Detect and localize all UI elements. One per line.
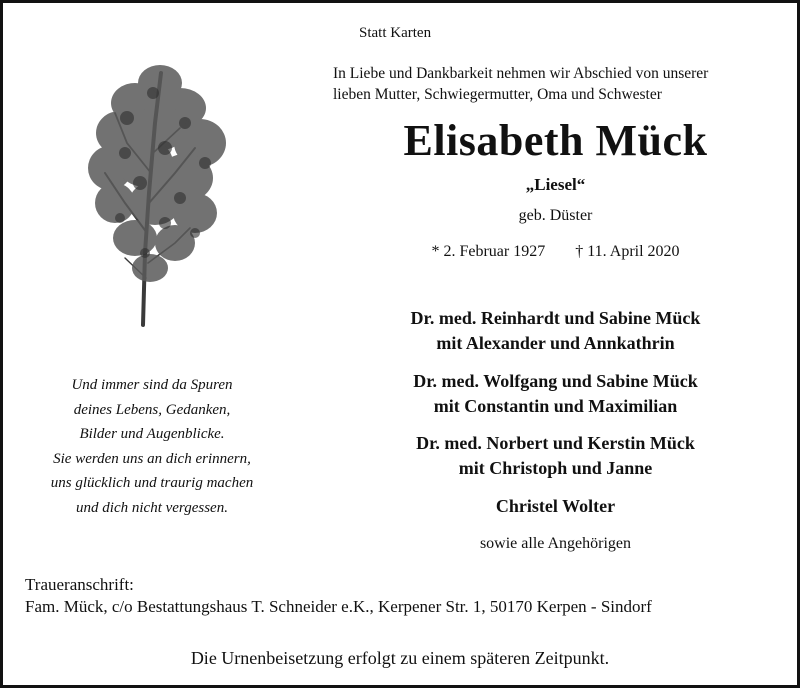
- poem-line: Sie werden uns an dich erinnern,: [53, 450, 251, 467]
- family-line: Dr. med. Wolfgang und Sabine Mück: [413, 371, 698, 391]
- poem-line: uns glücklich und traurig machen: [50, 475, 254, 491]
- poem-line: und dich nicht vergessen.: [76, 499, 228, 516]
- family-line: Christel Wolter: [495, 496, 616, 516]
- family-line: Dr. med. Reinhardt und Sabine Mück: [410, 308, 701, 328]
- poem: [17, 373, 287, 520]
- family-line: mit Constantin und Maximilian: [433, 396, 678, 416]
- address-label: Traueranschrift:: [25, 575, 134, 594]
- family-line: mit Alexander und Annkathrin: [436, 333, 675, 353]
- poem-line: Bilder und Augenblicke.: [79, 426, 225, 442]
- intro-text: Statt Karten: [359, 25, 432, 41]
- family-group: [333, 306, 778, 356]
- family-group: [333, 494, 778, 519]
- tree-icon: [65, 53, 245, 333]
- opening-line: lieben Mutter, Schwiegermutter, Oma und Schwester: [333, 86, 662, 103]
- poem-line: deines Lebens, Gedanken,: [73, 401, 231, 418]
- birth-name: geb. Düster: [518, 207, 593, 224]
- deceased-name: Elisabeth Mück: [403, 116, 708, 165]
- other-relatives: sowie alle Angehörigen: [479, 535, 632, 552]
- opening-line: In Liebe und Dankbarkeit nehmen wir Abschied von unserer: [333, 65, 709, 82]
- family-line: Dr. med. Norbert und Kerstin Mück: [416, 433, 695, 453]
- family-line: mit Christoph und Janne: [458, 458, 653, 478]
- mourning-address: Fam. Mück, c/o Bestattungshaus T. Schneider e.K., Kerpener Str. 1, 50170 Kerpen - Sindorf: [25, 597, 652, 616]
- family-group: [333, 431, 778, 481]
- closing-notice: Die Urnenbeisetzung erfolgt zu einem späteren Zeitpunkt.: [190, 648, 610, 668]
- birth-date: * 2. Februar 1927: [431, 243, 546, 260]
- poem-line: Und immer sind da Spuren: [71, 377, 233, 393]
- life-dates: [333, 243, 778, 261]
- nickname: „Liesel“: [525, 175, 586, 194]
- opening-text: [333, 63, 793, 105]
- family-group: [333, 369, 778, 419]
- death-date: † 11. April 2020: [575, 243, 680, 260]
